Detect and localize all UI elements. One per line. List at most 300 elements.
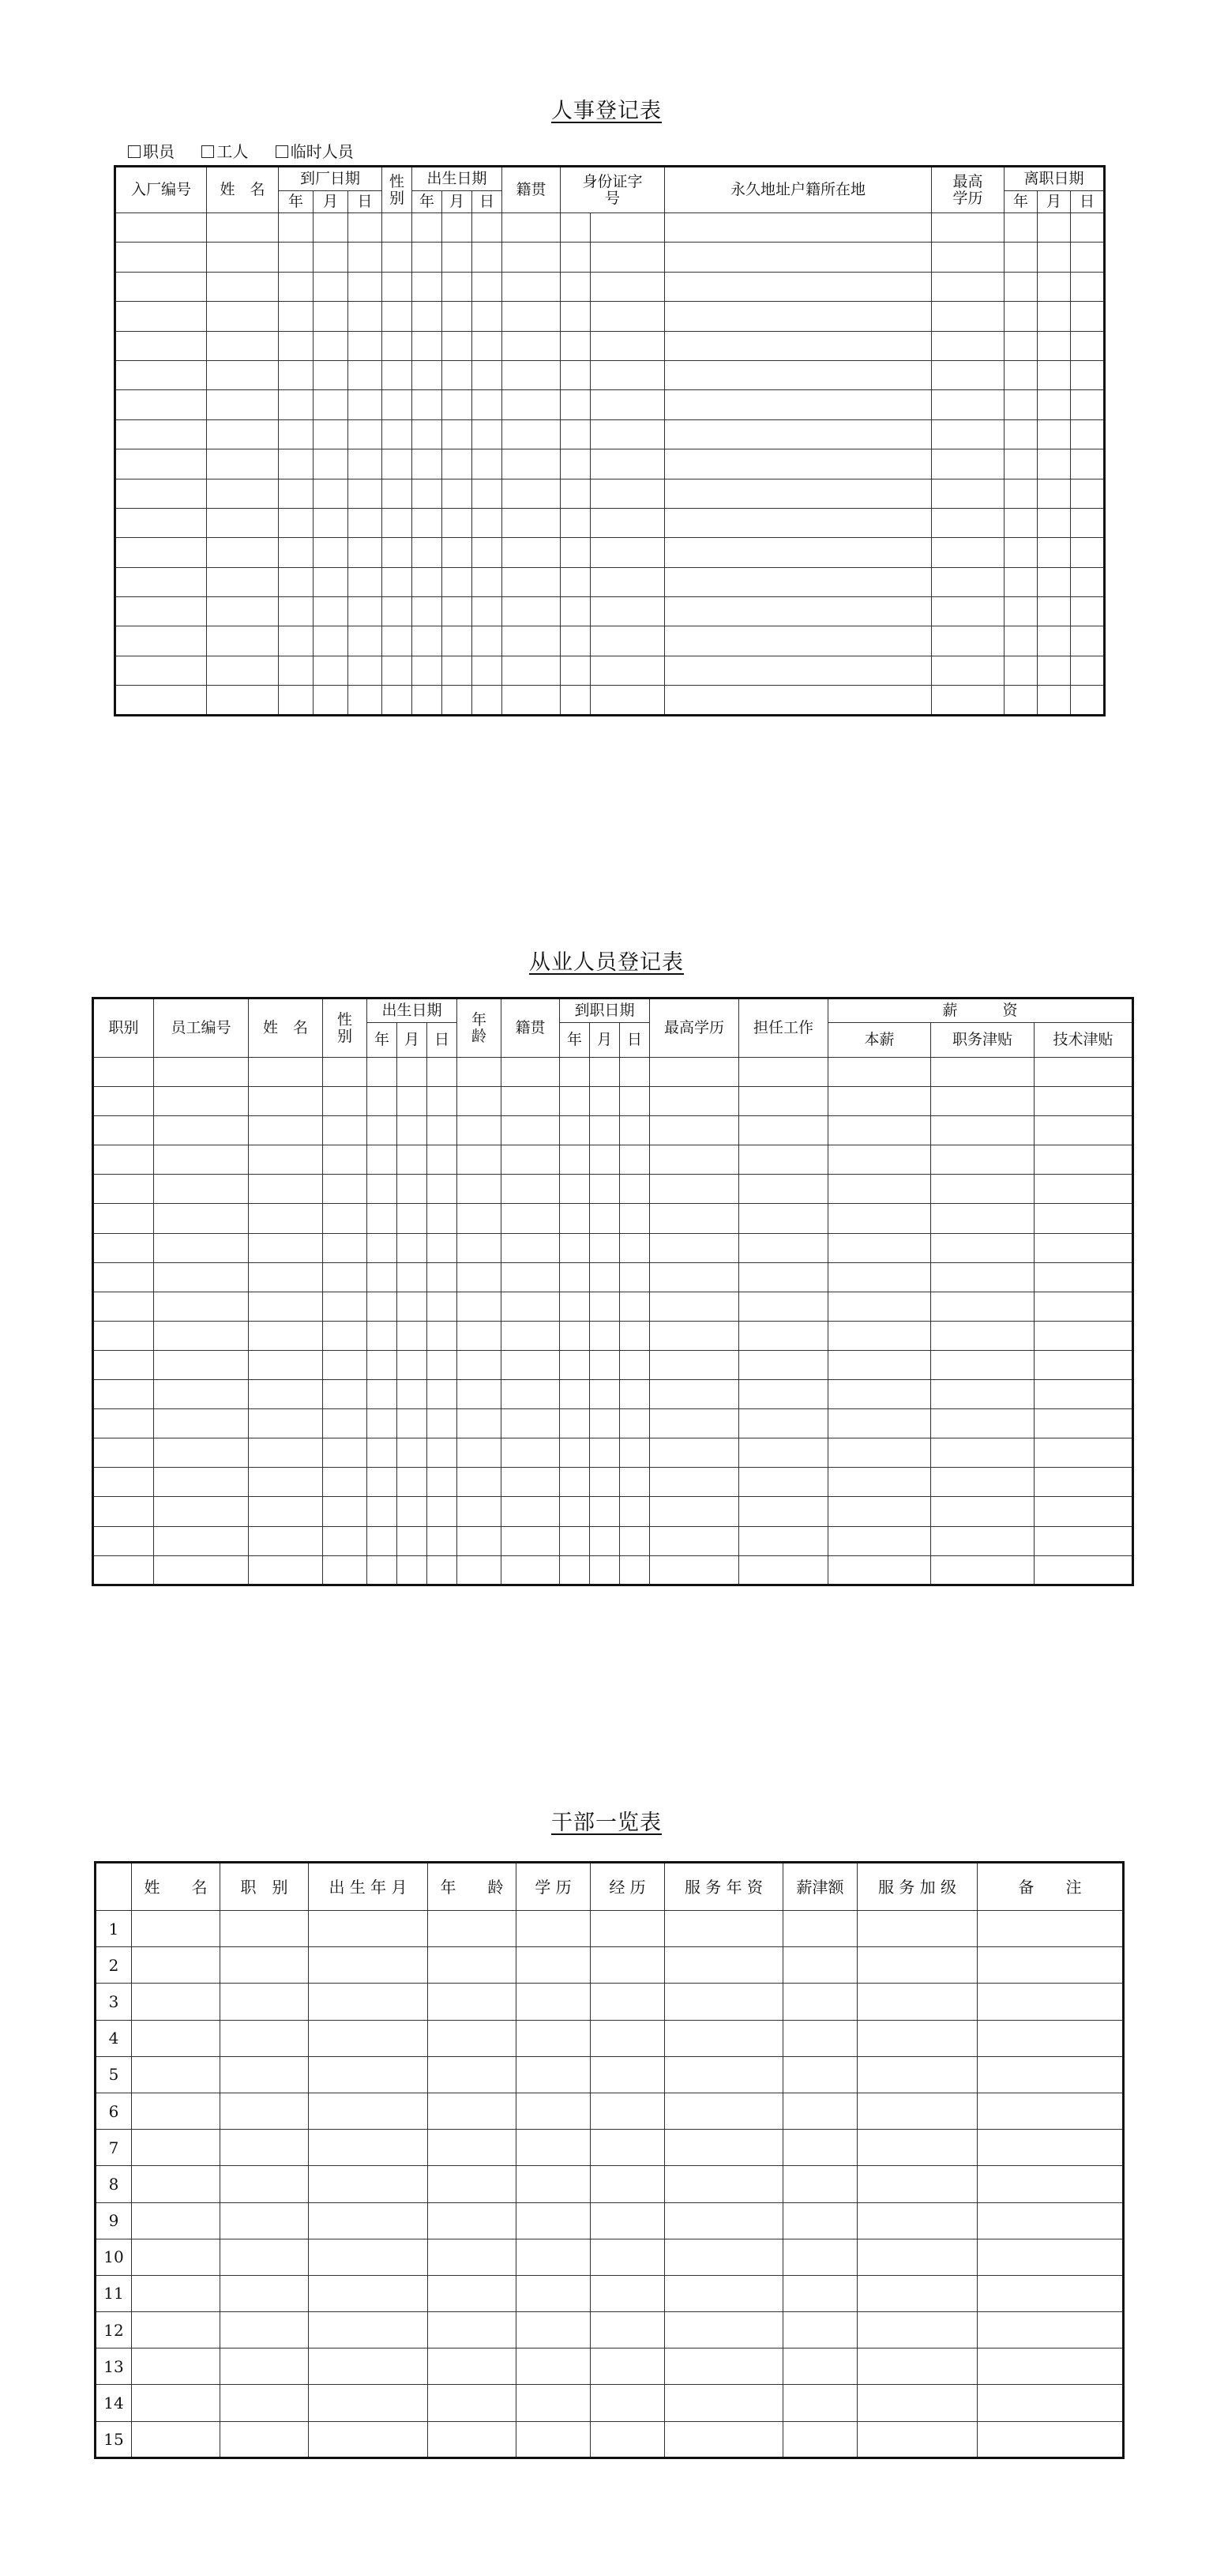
category-option[interactable]: 临时人员	[276, 142, 354, 161]
blank-cell[interactable]	[472, 243, 502, 272]
blank-cell[interactable]	[665, 2020, 783, 2056]
blank-cell[interactable]	[207, 360, 279, 389]
blank-cell[interactable]	[115, 272, 207, 301]
blank-cell[interactable]	[397, 1555, 427, 1585]
blank-cell[interactable]	[665, 2421, 783, 2458]
blank-cell[interactable]	[665, 2385, 783, 2421]
blank-cell[interactable]	[501, 1292, 560, 1321]
blank-cell[interactable]	[858, 2093, 978, 2129]
blank-cell[interactable]	[620, 1468, 650, 1497]
blank-cell[interactable]	[442, 597, 472, 626]
blank-cell[interactable]	[665, 1947, 783, 1984]
blank-cell[interactable]	[472, 626, 502, 656]
blank-cell[interactable]	[382, 567, 412, 596]
blank-cell[interactable]	[1035, 1262, 1133, 1292]
blank-cell[interactable]	[739, 1497, 828, 1526]
blank-cell[interactable]	[591, 626, 665, 656]
blank-cell[interactable]	[382, 213, 412, 243]
blank-cell[interactable]	[591, 302, 665, 331]
blank-cell[interactable]	[828, 1468, 931, 1497]
blank-cell[interactable]	[739, 1058, 828, 1087]
blank-cell[interactable]	[502, 686, 561, 715]
blank-cell[interactable]	[502, 272, 561, 301]
blank-cell[interactable]	[132, 2166, 220, 2202]
blank-cell[interactable]	[115, 213, 207, 243]
blank-cell[interactable]	[931, 1497, 1035, 1526]
blank-cell[interactable]	[427, 1380, 457, 1409]
blank-cell[interactable]	[502, 390, 561, 419]
blank-cell[interactable]	[591, 479, 665, 508]
blank-cell[interactable]	[472, 331, 502, 360]
blank-cell[interactable]	[501, 1350, 560, 1379]
blank-cell[interactable]	[279, 419, 314, 449]
blank-cell[interactable]	[665, 360, 932, 389]
blank-cell[interactable]	[1005, 449, 1038, 479]
blank-cell[interactable]	[932, 243, 1005, 272]
blank-cell[interactable]	[591, 2421, 665, 2458]
blank-cell[interactable]	[154, 1555, 249, 1585]
blank-cell[interactable]	[591, 2348, 665, 2385]
blank-cell[interactable]	[154, 1438, 249, 1468]
blank-cell[interactable]	[665, 213, 932, 243]
blank-cell[interactable]	[472, 479, 502, 508]
blank-cell[interactable]	[1071, 419, 1105, 449]
blank-cell[interactable]	[323, 1409, 367, 1438]
blank-cell[interactable]	[323, 1058, 367, 1087]
blank-cell[interactable]	[502, 213, 561, 243]
blank-cell[interactable]	[650, 1262, 739, 1292]
blank-cell[interactable]	[279, 331, 314, 360]
blank-cell[interactable]	[428, 2275, 516, 2311]
blank-cell[interactable]	[442, 567, 472, 596]
blank-cell[interactable]	[502, 597, 561, 626]
blank-cell[interactable]	[207, 508, 279, 537]
blank-cell[interactable]	[309, 2312, 428, 2348]
blank-cell[interactable]	[207, 302, 279, 331]
blank-cell[interactable]	[309, 2130, 428, 2166]
blank-cell[interactable]	[457, 1175, 501, 1204]
blank-cell[interactable]	[828, 1497, 931, 1526]
blank-cell[interactable]	[739, 1438, 828, 1468]
blank-cell[interactable]	[428, 2385, 516, 2421]
blank-cell[interactable]	[591, 1984, 665, 2020]
blank-cell[interactable]	[427, 1497, 457, 1526]
blank-cell[interactable]	[314, 419, 348, 449]
blank-cell[interactable]	[115, 449, 207, 479]
blank-cell[interactable]	[427, 1292, 457, 1321]
blank-cell[interactable]	[382, 419, 412, 449]
blank-cell[interactable]	[501, 1175, 560, 1204]
blank-cell[interactable]	[620, 1350, 650, 1379]
blank-cell[interactable]	[783, 2275, 858, 2311]
blank-cell[interactable]	[367, 1438, 397, 1468]
blank-cell[interactable]	[561, 686, 591, 715]
blank-cell[interactable]	[560, 1233, 590, 1262]
blank-cell[interactable]	[442, 390, 472, 419]
blank-cell[interactable]	[457, 1262, 501, 1292]
blank-cell[interactable]	[1005, 538, 1038, 567]
blank-cell[interactable]	[472, 360, 502, 389]
blank-cell[interactable]	[650, 1087, 739, 1116]
blank-cell[interactable]	[665, 419, 932, 449]
blank-cell[interactable]	[457, 1116, 501, 1145]
blank-cell[interactable]	[412, 538, 442, 567]
blank-cell[interactable]	[1038, 597, 1071, 626]
blank-cell[interactable]	[457, 1468, 501, 1497]
blank-cell[interactable]	[323, 1175, 367, 1204]
blank-cell[interactable]	[249, 1204, 323, 1233]
blank-cell[interactable]	[442, 272, 472, 301]
blank-cell[interactable]	[591, 597, 665, 626]
blank-cell[interactable]	[428, 1984, 516, 2020]
blank-cell[interactable]	[620, 1233, 650, 1262]
blank-cell[interactable]	[132, 2239, 220, 2275]
blank-cell[interactable]	[560, 1468, 590, 1497]
blank-cell[interactable]	[397, 1526, 427, 1555]
blank-cell[interactable]	[93, 1233, 154, 1262]
blank-cell[interactable]	[93, 1526, 154, 1555]
blank-cell[interactable]	[412, 272, 442, 301]
blank-cell[interactable]	[314, 302, 348, 331]
blank-cell[interactable]	[931, 1438, 1035, 1468]
blank-cell[interactable]	[590, 1262, 620, 1292]
blank-cell[interactable]	[978, 2202, 1124, 2239]
blank-cell[interactable]	[932, 272, 1005, 301]
blank-cell[interactable]	[739, 1262, 828, 1292]
blank-cell[interactable]	[323, 1555, 367, 1585]
blank-cell[interactable]	[1071, 538, 1105, 567]
blank-cell[interactable]	[931, 1526, 1035, 1555]
blank-cell[interactable]	[314, 331, 348, 360]
blank-cell[interactable]	[412, 626, 442, 656]
blank-cell[interactable]	[665, 2348, 783, 2385]
blank-cell[interactable]	[590, 1204, 620, 1233]
blank-cell[interactable]	[665, 243, 932, 272]
blank-cell[interactable]	[665, 272, 932, 301]
blank-cell[interactable]	[348, 479, 382, 508]
blank-cell[interactable]	[1038, 508, 1071, 537]
blank-cell[interactable]	[348, 686, 382, 715]
blank-cell[interactable]	[323, 1233, 367, 1262]
blank-cell[interactable]	[783, 2056, 858, 2093]
blank-cell[interactable]	[367, 1262, 397, 1292]
blank-cell[interactable]	[442, 479, 472, 508]
blank-cell[interactable]	[279, 302, 314, 331]
blank-cell[interactable]	[650, 1438, 739, 1468]
blank-cell[interactable]	[279, 479, 314, 508]
blank-cell[interactable]	[154, 1409, 249, 1438]
blank-cell[interactable]	[858, 2385, 978, 2421]
blank-cell[interactable]	[115, 419, 207, 449]
blank-cell[interactable]	[591, 686, 665, 715]
blank-cell[interactable]	[561, 597, 591, 626]
blank-cell[interactable]	[207, 479, 279, 508]
blank-cell[interactable]	[650, 1204, 739, 1233]
blank-cell[interactable]	[309, 1984, 428, 2020]
blank-cell[interactable]	[560, 1262, 590, 1292]
blank-cell[interactable]	[561, 626, 591, 656]
blank-cell[interactable]	[427, 1116, 457, 1145]
blank-cell[interactable]	[1038, 626, 1071, 656]
blank-cell[interactable]	[132, 2056, 220, 2093]
blank-cell[interactable]	[115, 331, 207, 360]
blank-cell[interactable]	[207, 390, 279, 419]
blank-cell[interactable]	[93, 1145, 154, 1175]
blank-cell[interactable]	[397, 1204, 427, 1233]
blank-cell[interactable]	[501, 1058, 560, 1087]
blank-cell[interactable]	[249, 1058, 323, 1087]
blank-cell[interactable]	[427, 1468, 457, 1497]
blank-cell[interactable]	[367, 1116, 397, 1145]
blank-cell[interactable]	[665, 2166, 783, 2202]
blank-cell[interactable]	[650, 1321, 739, 1350]
checkbox-icon[interactable]	[128, 145, 141, 158]
blank-cell[interactable]	[1038, 331, 1071, 360]
blank-cell[interactable]	[207, 419, 279, 449]
blank-cell[interactable]	[412, 567, 442, 596]
blank-cell[interactable]	[620, 1058, 650, 1087]
blank-cell[interactable]	[828, 1204, 931, 1233]
blank-cell[interactable]	[1035, 1526, 1133, 1555]
blank-cell[interactable]	[348, 508, 382, 537]
blank-cell[interactable]	[249, 1438, 323, 1468]
blank-cell[interactable]	[932, 360, 1005, 389]
blank-cell[interactable]	[516, 2202, 591, 2239]
blank-cell[interactable]	[249, 1350, 323, 1379]
blank-cell[interactable]	[1071, 213, 1105, 243]
blank-cell[interactable]	[739, 1409, 828, 1438]
blank-cell[interactable]	[590, 1321, 620, 1350]
blank-cell[interactable]	[1038, 302, 1071, 331]
blank-cell[interactable]	[249, 1292, 323, 1321]
blank-cell[interactable]	[249, 1526, 323, 1555]
blank-cell[interactable]	[591, 272, 665, 301]
blank-cell[interactable]	[1038, 243, 1071, 272]
blank-cell[interactable]	[650, 1058, 739, 1087]
blank-cell[interactable]	[591, 243, 665, 272]
blank-cell[interactable]	[978, 1911, 1124, 1947]
blank-cell[interactable]	[427, 1204, 457, 1233]
blank-cell[interactable]	[472, 449, 502, 479]
blank-cell[interactable]	[590, 1555, 620, 1585]
blank-cell[interactable]	[220, 2421, 309, 2458]
blank-cell[interactable]	[220, 2275, 309, 2311]
blank-cell[interactable]	[412, 360, 442, 389]
blank-cell[interactable]	[1035, 1292, 1133, 1321]
blank-cell[interactable]	[382, 508, 412, 537]
blank-cell[interactable]	[858, 2239, 978, 2275]
blank-cell[interactable]	[428, 2056, 516, 2093]
blank-cell[interactable]	[620, 1262, 650, 1292]
blank-cell[interactable]	[279, 656, 314, 685]
blank-cell[interactable]	[516, 2421, 591, 2458]
checkbox-icon[interactable]	[276, 145, 288, 158]
blank-cell[interactable]	[516, 2166, 591, 2202]
blank-cell[interactable]	[932, 538, 1005, 567]
blank-cell[interactable]	[591, 2312, 665, 2348]
blank-cell[interactable]	[457, 1204, 501, 1233]
blank-cell[interactable]	[442, 331, 472, 360]
blank-cell[interactable]	[591, 2130, 665, 2166]
blank-cell[interactable]	[457, 1409, 501, 1438]
blank-cell[interactable]	[427, 1262, 457, 1292]
blank-cell[interactable]	[1038, 538, 1071, 567]
blank-cell[interactable]	[314, 243, 348, 272]
blank-cell[interactable]	[1071, 626, 1105, 656]
blank-cell[interactable]	[1038, 449, 1071, 479]
category-option[interactable]: 职员	[128, 142, 175, 161]
blank-cell[interactable]	[249, 1321, 323, 1350]
blank-cell[interactable]	[397, 1409, 427, 1438]
blank-cell[interactable]	[93, 1380, 154, 1409]
blank-cell[interactable]	[207, 538, 279, 567]
blank-cell[interactable]	[132, 2385, 220, 2421]
blank-cell[interactable]	[382, 302, 412, 331]
blank-cell[interactable]	[154, 1468, 249, 1497]
blank-cell[interactable]	[783, 2166, 858, 2202]
blank-cell[interactable]	[590, 1380, 620, 1409]
blank-cell[interactable]	[279, 360, 314, 389]
blank-cell[interactable]	[1035, 1380, 1133, 1409]
blank-cell[interactable]	[472, 390, 502, 419]
blank-cell[interactable]	[828, 1526, 931, 1555]
blank-cell[interactable]	[427, 1438, 457, 1468]
blank-cell[interactable]	[828, 1409, 931, 1438]
blank-cell[interactable]	[828, 1438, 931, 1468]
blank-cell[interactable]	[932, 508, 1005, 537]
blank-cell[interactable]	[501, 1262, 560, 1292]
blank-cell[interactable]	[428, 2239, 516, 2275]
blank-cell[interactable]	[650, 1409, 739, 1438]
blank-cell[interactable]	[516, 1911, 591, 1947]
blank-cell[interactable]	[828, 1233, 931, 1262]
blank-cell[interactable]	[279, 686, 314, 715]
blank-cell[interactable]	[472, 272, 502, 301]
blank-cell[interactable]	[1005, 626, 1038, 656]
blank-cell[interactable]	[501, 1204, 560, 1233]
blank-cell[interactable]	[978, 2312, 1124, 2348]
blank-cell[interactable]	[858, 2312, 978, 2348]
blank-cell[interactable]	[561, 479, 591, 508]
blank-cell[interactable]	[367, 1204, 397, 1233]
blank-cell[interactable]	[382, 449, 412, 479]
blank-cell[interactable]	[348, 567, 382, 596]
blank-cell[interactable]	[428, 2130, 516, 2166]
blank-cell[interactable]	[1035, 1233, 1133, 1262]
blank-cell[interactable]	[249, 1087, 323, 1116]
blank-cell[interactable]	[665, 2130, 783, 2166]
blank-cell[interactable]	[501, 1233, 560, 1262]
blank-cell[interactable]	[427, 1409, 457, 1438]
blank-cell[interactable]	[501, 1438, 560, 1468]
blank-cell[interactable]	[591, 213, 665, 243]
blank-cell[interactable]	[348, 213, 382, 243]
blank-cell[interactable]	[590, 1468, 620, 1497]
blank-cell[interactable]	[412, 597, 442, 626]
blank-cell[interactable]	[591, 538, 665, 567]
blank-cell[interactable]	[412, 213, 442, 243]
blank-cell[interactable]	[561, 272, 591, 301]
blank-cell[interactable]	[516, 2020, 591, 2056]
blank-cell[interactable]	[323, 1321, 367, 1350]
blank-cell[interactable]	[620, 1526, 650, 1555]
blank-cell[interactable]	[932, 419, 1005, 449]
blank-cell[interactable]	[783, 2130, 858, 2166]
blank-cell[interactable]	[783, 2348, 858, 2385]
blank-cell[interactable]	[115, 567, 207, 596]
blank-cell[interactable]	[1071, 479, 1105, 508]
blank-cell[interactable]	[314, 508, 348, 537]
blank-cell[interactable]	[665, 2093, 783, 2129]
blank-cell[interactable]	[220, 2093, 309, 2129]
blank-cell[interactable]	[115, 390, 207, 419]
blank-cell[interactable]	[591, 2056, 665, 2093]
blank-cell[interactable]	[560, 1409, 590, 1438]
blank-cell[interactable]	[249, 1409, 323, 1438]
blank-cell[interactable]	[1035, 1555, 1133, 1585]
blank-cell[interactable]	[1071, 302, 1105, 331]
blank-cell[interactable]	[828, 1380, 931, 1409]
blank-cell[interactable]	[1005, 597, 1038, 626]
blank-cell[interactable]	[620, 1438, 650, 1468]
blank-cell[interactable]	[516, 2130, 591, 2166]
blank-cell[interactable]	[1038, 272, 1071, 301]
blank-cell[interactable]	[1005, 479, 1038, 508]
blank-cell[interactable]	[427, 1175, 457, 1204]
blank-cell[interactable]	[115, 538, 207, 567]
blank-cell[interactable]	[397, 1292, 427, 1321]
blank-cell[interactable]	[367, 1468, 397, 1497]
blank-cell[interactable]	[931, 1350, 1035, 1379]
blank-cell[interactable]	[427, 1145, 457, 1175]
blank-cell[interactable]	[932, 302, 1005, 331]
blank-cell[interactable]	[502, 567, 561, 596]
blank-cell[interactable]	[561, 213, 591, 243]
blank-cell[interactable]	[665, 1984, 783, 2020]
blank-cell[interactable]	[279, 243, 314, 272]
blank-cell[interactable]	[154, 1262, 249, 1292]
blank-cell[interactable]	[1071, 656, 1105, 685]
blank-cell[interactable]	[249, 1555, 323, 1585]
blank-cell[interactable]	[590, 1116, 620, 1145]
blank-cell[interactable]	[1005, 360, 1038, 389]
blank-cell[interactable]	[591, 449, 665, 479]
blank-cell[interactable]	[412, 390, 442, 419]
blank-cell[interactable]	[457, 1350, 501, 1379]
blank-cell[interactable]	[412, 656, 442, 685]
blank-cell[interactable]	[502, 479, 561, 508]
blank-cell[interactable]	[978, 2093, 1124, 2129]
blank-cell[interactable]	[207, 272, 279, 301]
blank-cell[interactable]	[472, 567, 502, 596]
blank-cell[interactable]	[457, 1497, 501, 1526]
blank-cell[interactable]	[220, 1911, 309, 1947]
blank-cell[interactable]	[314, 656, 348, 685]
blank-cell[interactable]	[561, 390, 591, 419]
blank-cell[interactable]	[590, 1497, 620, 1526]
blank-cell[interactable]	[978, 2385, 1124, 2421]
blank-cell[interactable]	[382, 538, 412, 567]
blank-cell[interactable]	[348, 656, 382, 685]
blank-cell[interactable]	[154, 1175, 249, 1204]
blank-cell[interactable]	[620, 1321, 650, 1350]
blank-cell[interactable]	[561, 449, 591, 479]
blank-cell[interactable]	[1038, 656, 1071, 685]
blank-cell[interactable]	[382, 626, 412, 656]
blank-cell[interactable]	[314, 390, 348, 419]
blank-cell[interactable]	[665, 626, 932, 656]
blank-cell[interactable]	[665, 449, 932, 479]
